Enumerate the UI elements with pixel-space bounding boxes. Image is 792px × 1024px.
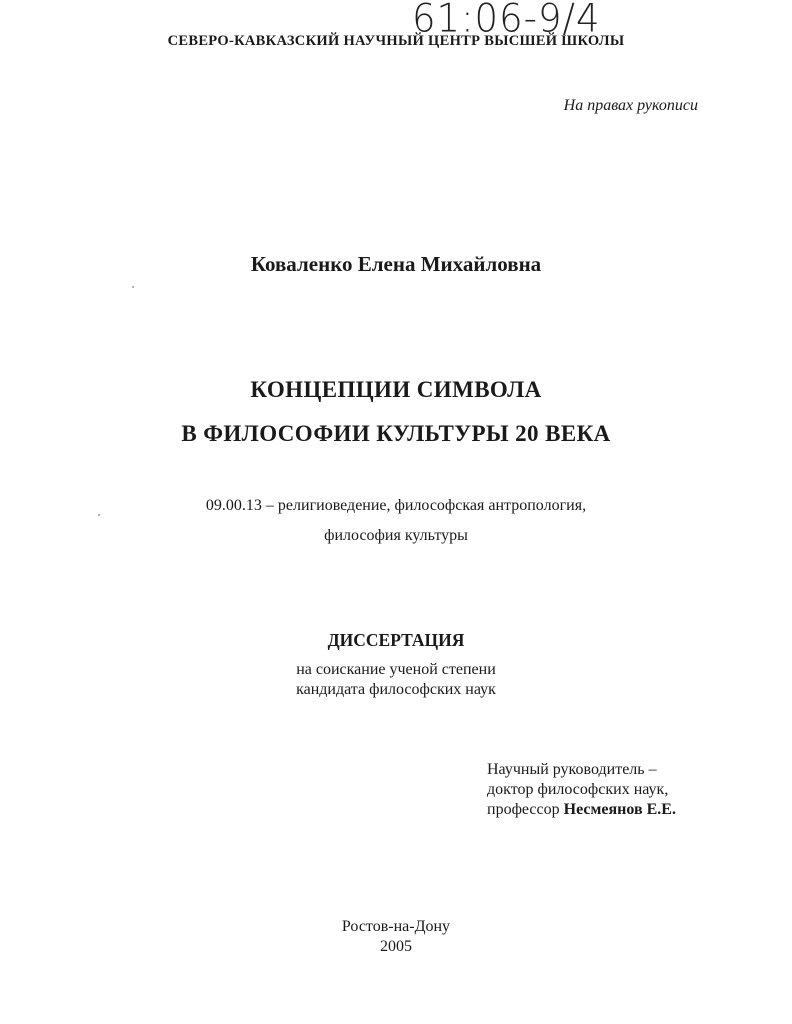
supervisor-line (487, 800, 676, 820)
degree-line-2: кандидата философских наук (296, 681, 496, 698)
scan-speck (98, 514, 100, 516)
handwritten-archive-code: 61:06-9/4 (412, 0, 601, 42)
document-type: ДИССЕРТАЦИЯ (327, 630, 465, 650)
title-line-2: В ФИЛОСОФИИ КУЛЬТУРЫ 20 ВЕКА (181, 421, 611, 446)
supervisor-title: профессор (487, 801, 560, 818)
supervisor-degree: доктор философских наук, (487, 781, 669, 798)
degree-line-1: на соискание ученой степени (296, 661, 496, 678)
supervisor-name: Несмеянов Е.Е. (563, 801, 676, 818)
specialty-line-1: 09.00.13 – религиоведение, философская антропология, (205, 497, 587, 514)
author-name: Коваленко Елена Михайловна (250, 252, 542, 276)
year: 2005 (380, 938, 412, 955)
scan-speck (132, 286, 134, 288)
title-line-1: КОНЦЕПЦИИ СИМВОЛА (250, 377, 542, 402)
institution-name: СЕВЕРО-КАВКАЗСКИЙ НАУЧНЫЙ ЦЕНТР ВЫСШЕЙ ШКОЛЫ (167, 33, 625, 49)
specialty-line-2: философия культуры (324, 527, 468, 544)
rights-note: На правах рукописи (563, 97, 698, 114)
supervisor-role: Научный руководитель – (487, 761, 657, 778)
city: Ростов-на-Дону (341, 918, 451, 935)
